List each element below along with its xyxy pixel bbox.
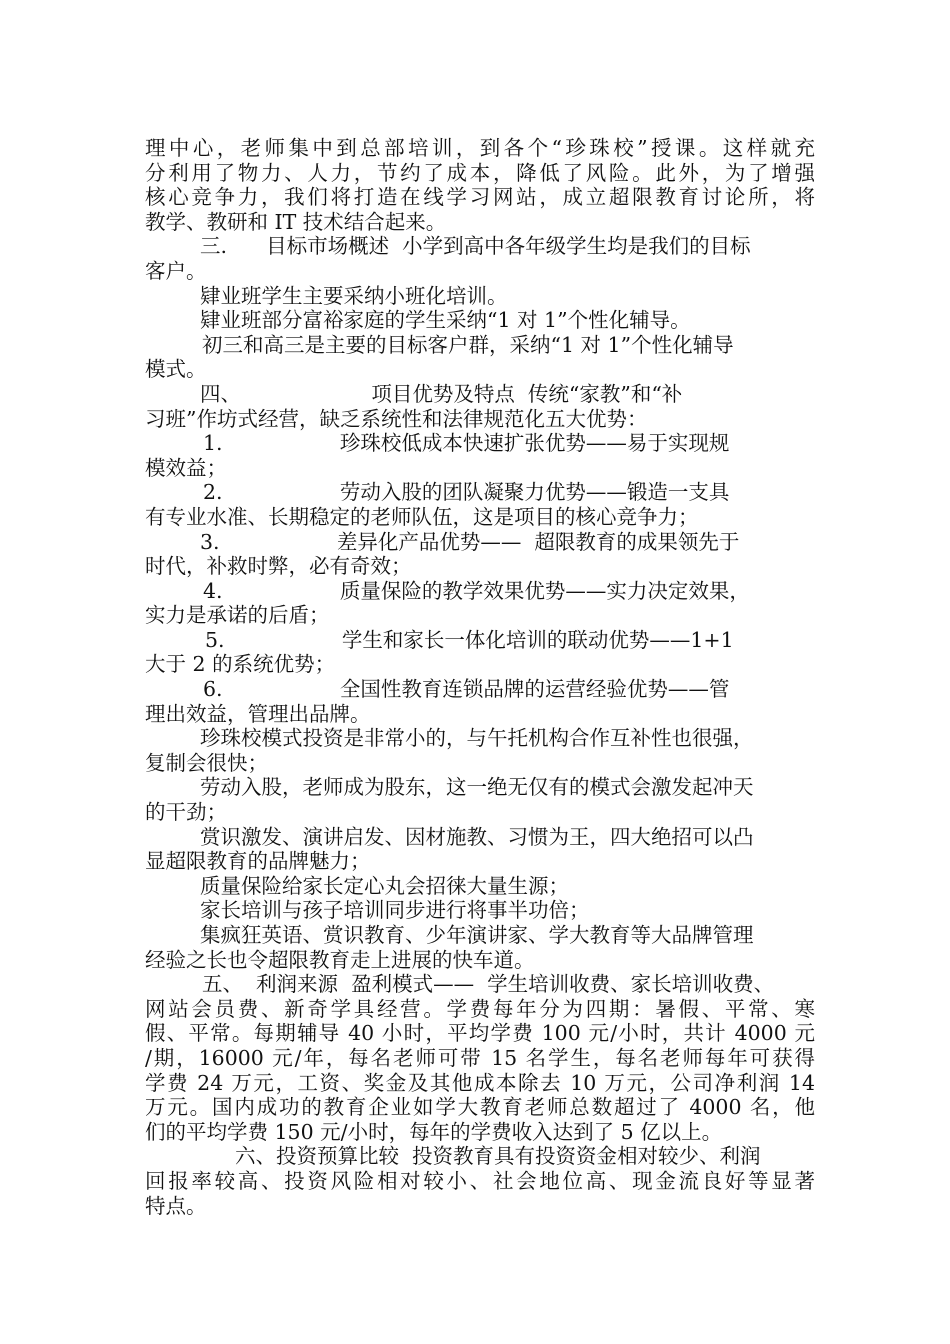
text-line: 质量保险给家长定心丸会招徕大量生源； (200, 873, 569, 898)
text-line: 4. 质量保险的教学效果优势——实力决定效果， (203, 578, 750, 603)
text-line: 特点。 (145, 1193, 207, 1218)
text-line: 大于 2 的系统优势； (145, 652, 336, 677)
text-line: 经验之长也令超限教育走上进展的快车道。 (145, 947, 535, 972)
document-body (145, 136, 815, 1218)
text-line: 集疯狂英语、赏识教育、少年演讲家、学大教育等大品牌管理 (200, 923, 754, 947)
text-line: 6. 全国性教育连锁品牌的运营经验优势——管 (203, 677, 730, 702)
text-line: 客户。 (145, 258, 207, 283)
text-line: 复制会很快； (145, 750, 268, 775)
text-line: 五、 利润来源 盈利模式—— 学生培训收费、家长培训收费、 (202, 972, 775, 997)
text-line: 六、投资预算比较 投资教育具有投资资金相对较少、利润 (235, 1144, 761, 1169)
text-line: 的干劲； (145, 800, 227, 825)
text-line: 习班”作坊式经营，缺乏系统性和法律规范化五大优势： (145, 406, 648, 431)
text-line: 珍珠校模式投资是非常小的，与午托机构合作互补性也很强， (200, 726, 754, 751)
text-line: 三. 目标市场概述 小学到高中各年级学生均是我们的目标 (200, 234, 751, 259)
text-line: 模式。 (145, 357, 207, 382)
text-line: 模效益； (145, 455, 227, 480)
text-line: 时代，补救时弊，必有奇效； (145, 554, 412, 579)
text-line: 万元。国内成功的教育企业如学大教育老师总数超过了 4000 名，他 (145, 1095, 815, 1120)
text-line: 劳动入股，老师成为股东，这一绝无仅有的模式会激发起冲天 (200, 775, 754, 800)
text-line: 有专业水准、长期稳定的老师队伍，这是项目的核心竞争力； (145, 504, 699, 529)
text-line: 教学、教研和 IT 技术结合起来。 (145, 209, 447, 234)
text-line: 四、 项目优势及特点 传统“家教”和“补 (200, 381, 683, 406)
text-line: 理出效益，管理出品牌。 (145, 701, 371, 726)
text-line: 们的平均学费 150 元/小时，每年的学费收入达到了 5 亿以上。 (145, 1119, 723, 1144)
text-line: 实力是承诺的后盾； (145, 603, 330, 628)
text-line: 分利用了物力、人力，节约了成本，降低了风险。此外，为了增强 (145, 160, 815, 185)
text-line: 假、平常。每期辅导 40 小时，平均学费 100 元/小时，共计 4000 元 (145, 1021, 815, 1046)
text-line: 赏识激发、演讲启发、因材施教、习惯为王，四大绝招可以凸 (200, 824, 754, 849)
text-line: 初三和高三是主要的目标客户群，采纳“1 对 1”个性化辅导 (202, 332, 734, 357)
text-line: 显超限教育的品牌魅力； (145, 849, 371, 874)
text-line: 核心竞争力，我们将打造在线学习网站，成立超限教育讨论所，将 (145, 185, 815, 210)
text-line: 3. 差异化产品优势—— 超限教育的成果领先于 (200, 529, 740, 554)
text-line: 网站会员费、新奇学具经营。学费每年分为四期：暑假、平常、寒 (145, 996, 815, 1021)
text-line: 5. 学生和家长一体化培训的联动优势——1+1 (205, 627, 734, 652)
text-line: 1. 珍珠校低成本快速扩张优势——易于实现规 (203, 431, 730, 456)
text-line: 回报率较高、投资风险相对较小、社会地位高、现金流良好等显著 (145, 1168, 815, 1193)
text-line: 家长培训与孩子培训同步进行将事半功倍； (200, 898, 590, 923)
text-line: /期，16000 元/年，每名老师可带 15 名学生，每名老师每年可获得 (145, 1045, 815, 1070)
text-line: 肄业班部分富裕家庭的学生采纳“1 对 1”个性化辅导。 (200, 308, 691, 333)
text-line: 理中心，老师集中到总部培训，到各个“珍珠校”授课。这样就充 (145, 136, 815, 160)
text-line: 2. 劳动入股的团队凝聚力优势——锻造一支具 (203, 480, 730, 505)
text-line: 学费 24 万元，工资、奖金及其他成本除去 10 万元，公司净利润 14 (145, 1070, 815, 1095)
text-line: 肄业班学生主要采纳小班化培训。 (200, 283, 508, 308)
